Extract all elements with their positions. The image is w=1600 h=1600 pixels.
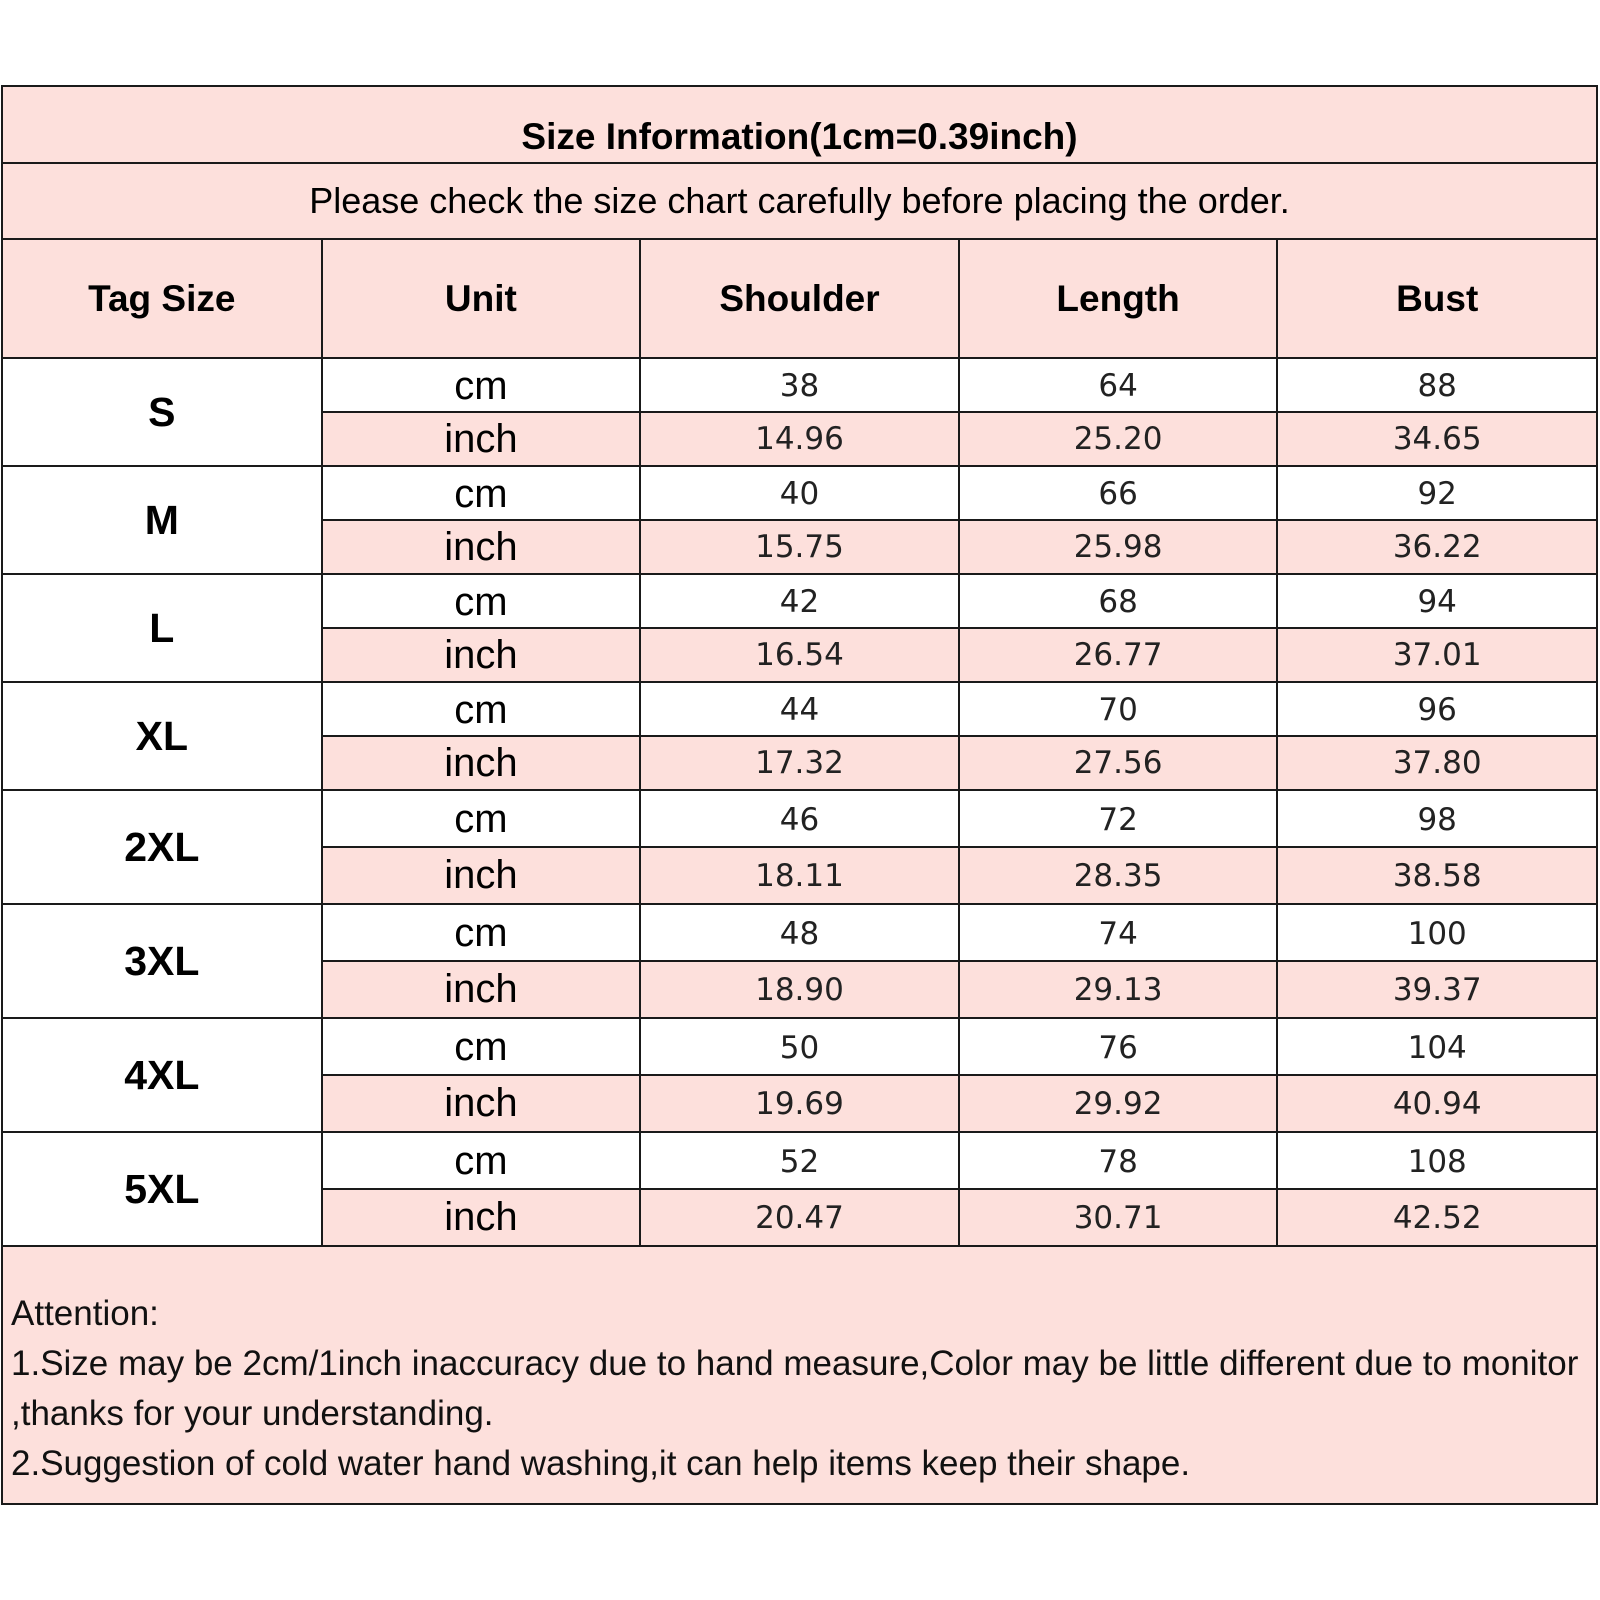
size-table <box>3 240 1596 1247</box>
unit-cell: cm <box>322 466 641 520</box>
bust-cell: 36.22 <box>1277 520 1596 574</box>
bust-cell: 100 <box>1277 904 1596 961</box>
column-header-length: Length <box>959 240 1278 358</box>
unit-cell: inch <box>322 1075 641 1132</box>
length-cell: 25.98 <box>959 520 1278 574</box>
length-cell: 72 <box>959 790 1278 847</box>
table-header-row <box>3 240 1596 358</box>
shoulder-cell: 38 <box>640 358 959 412</box>
attention-note-1: 1.Size may be 2cm/1inch inaccuracy due to hand measure,Color may be little different due to monitor ,thanks for your understanding. <box>11 1344 1579 1433</box>
shoulder-cell: 52 <box>640 1132 959 1189</box>
shoulder-cell: 44 <box>640 682 959 736</box>
length-cell: 25.20 <box>959 412 1278 466</box>
length-cell: 68 <box>959 574 1278 628</box>
tag-size-cell: 3XL <box>3 904 322 1018</box>
tag-size-cell: 5XL <box>3 1132 322 1246</box>
table-row <box>3 574 1596 628</box>
unit-cell: cm <box>322 574 641 628</box>
shoulder-cell: 20.47 <box>640 1189 959 1246</box>
attention-heading: Attention: <box>11 1294 159 1333</box>
size-chart <box>1 85 1598 1505</box>
length-cell: 78 <box>959 1132 1278 1189</box>
unit-cell: inch <box>322 1189 641 1246</box>
shoulder-cell: 17.32 <box>640 736 959 790</box>
table-row <box>3 682 1596 736</box>
table-row <box>3 1018 1596 1075</box>
tag-size-cell: L <box>3 574 322 682</box>
attention-notes <box>3 1247 1596 1503</box>
unit-cell: cm <box>322 358 641 412</box>
bust-cell: 104 <box>1277 1018 1596 1075</box>
shoulder-cell: 42 <box>640 574 959 628</box>
tag-size-cell: M <box>3 466 322 574</box>
bust-cell: 37.01 <box>1277 628 1596 682</box>
length-cell: 76 <box>959 1018 1278 1075</box>
table-row <box>3 466 1596 520</box>
bust-cell: 94 <box>1277 574 1596 628</box>
length-cell: 27.56 <box>959 736 1278 790</box>
unit-cell: cm <box>322 1132 641 1189</box>
shoulder-cell: 16.54 <box>640 628 959 682</box>
shoulder-cell: 40 <box>640 466 959 520</box>
column-header-unit: Unit <box>322 240 641 358</box>
tag-size-cell: 2XL <box>3 790 322 904</box>
length-cell: 74 <box>959 904 1278 961</box>
length-cell: 28.35 <box>959 847 1278 904</box>
length-cell: 70 <box>959 682 1278 736</box>
length-cell: 29.13 <box>959 961 1278 1018</box>
shoulder-cell: 46 <box>640 790 959 847</box>
shoulder-cell: 18.11 <box>640 847 959 904</box>
bust-cell: 38.58 <box>1277 847 1596 904</box>
shoulder-cell: 14.96 <box>640 412 959 466</box>
length-cell: 29.92 <box>959 1075 1278 1132</box>
bust-cell: 108 <box>1277 1132 1596 1189</box>
length-cell: 64 <box>959 358 1278 412</box>
unit-cell: inch <box>322 961 641 1018</box>
shoulder-cell: 18.90 <box>640 961 959 1018</box>
shoulder-cell: 15.75 <box>640 520 959 574</box>
size-chart-subtitle: Please check the size chart carefully before placing the order. <box>3 164 1596 240</box>
unit-cell: inch <box>322 412 641 466</box>
bust-cell: 88 <box>1277 358 1596 412</box>
tag-size-cell: S <box>3 358 322 466</box>
shoulder-cell: 48 <box>640 904 959 961</box>
table-row <box>3 904 1596 961</box>
attention-note-2: 2.Suggestion of cold water hand washing,it can help items keep their shape. <box>11 1444 1191 1483</box>
unit-cell: inch <box>322 628 641 682</box>
shoulder-cell: 50 <box>640 1018 959 1075</box>
bust-cell: 92 <box>1277 466 1596 520</box>
column-header-shoulder: Shoulder <box>640 240 959 358</box>
table-row <box>3 790 1596 847</box>
bust-cell: 34.65 <box>1277 412 1596 466</box>
unit-cell: cm <box>322 790 641 847</box>
column-header-tag-size: Tag Size <box>3 240 322 358</box>
length-cell: 30.71 <box>959 1189 1278 1246</box>
length-cell: 26.77 <box>959 628 1278 682</box>
size-table-body <box>3 358 1596 1246</box>
length-cell: 66 <box>959 466 1278 520</box>
bust-cell: 96 <box>1277 682 1596 736</box>
table-row <box>3 1132 1596 1189</box>
unit-cell: cm <box>322 682 641 736</box>
unit-cell: inch <box>322 520 641 574</box>
unit-cell: cm <box>322 904 641 961</box>
bust-cell: 98 <box>1277 790 1596 847</box>
unit-cell: cm <box>322 1018 641 1075</box>
unit-cell: inch <box>322 736 641 790</box>
bust-cell: 42.52 <box>1277 1189 1596 1246</box>
bust-cell: 39.37 <box>1277 961 1596 1018</box>
unit-cell: inch <box>322 847 641 904</box>
tag-size-cell: 4XL <box>3 1018 322 1132</box>
bust-cell: 40.94 <box>1277 1075 1596 1132</box>
column-header-bust: Bust <box>1277 240 1596 358</box>
table-row <box>3 358 1596 412</box>
bust-cell: 37.80 <box>1277 736 1596 790</box>
shoulder-cell: 19.69 <box>640 1075 959 1132</box>
size-chart-title: Size Information(1cm=0.39inch) <box>3 87 1596 164</box>
tag-size-cell: XL <box>3 682 322 790</box>
